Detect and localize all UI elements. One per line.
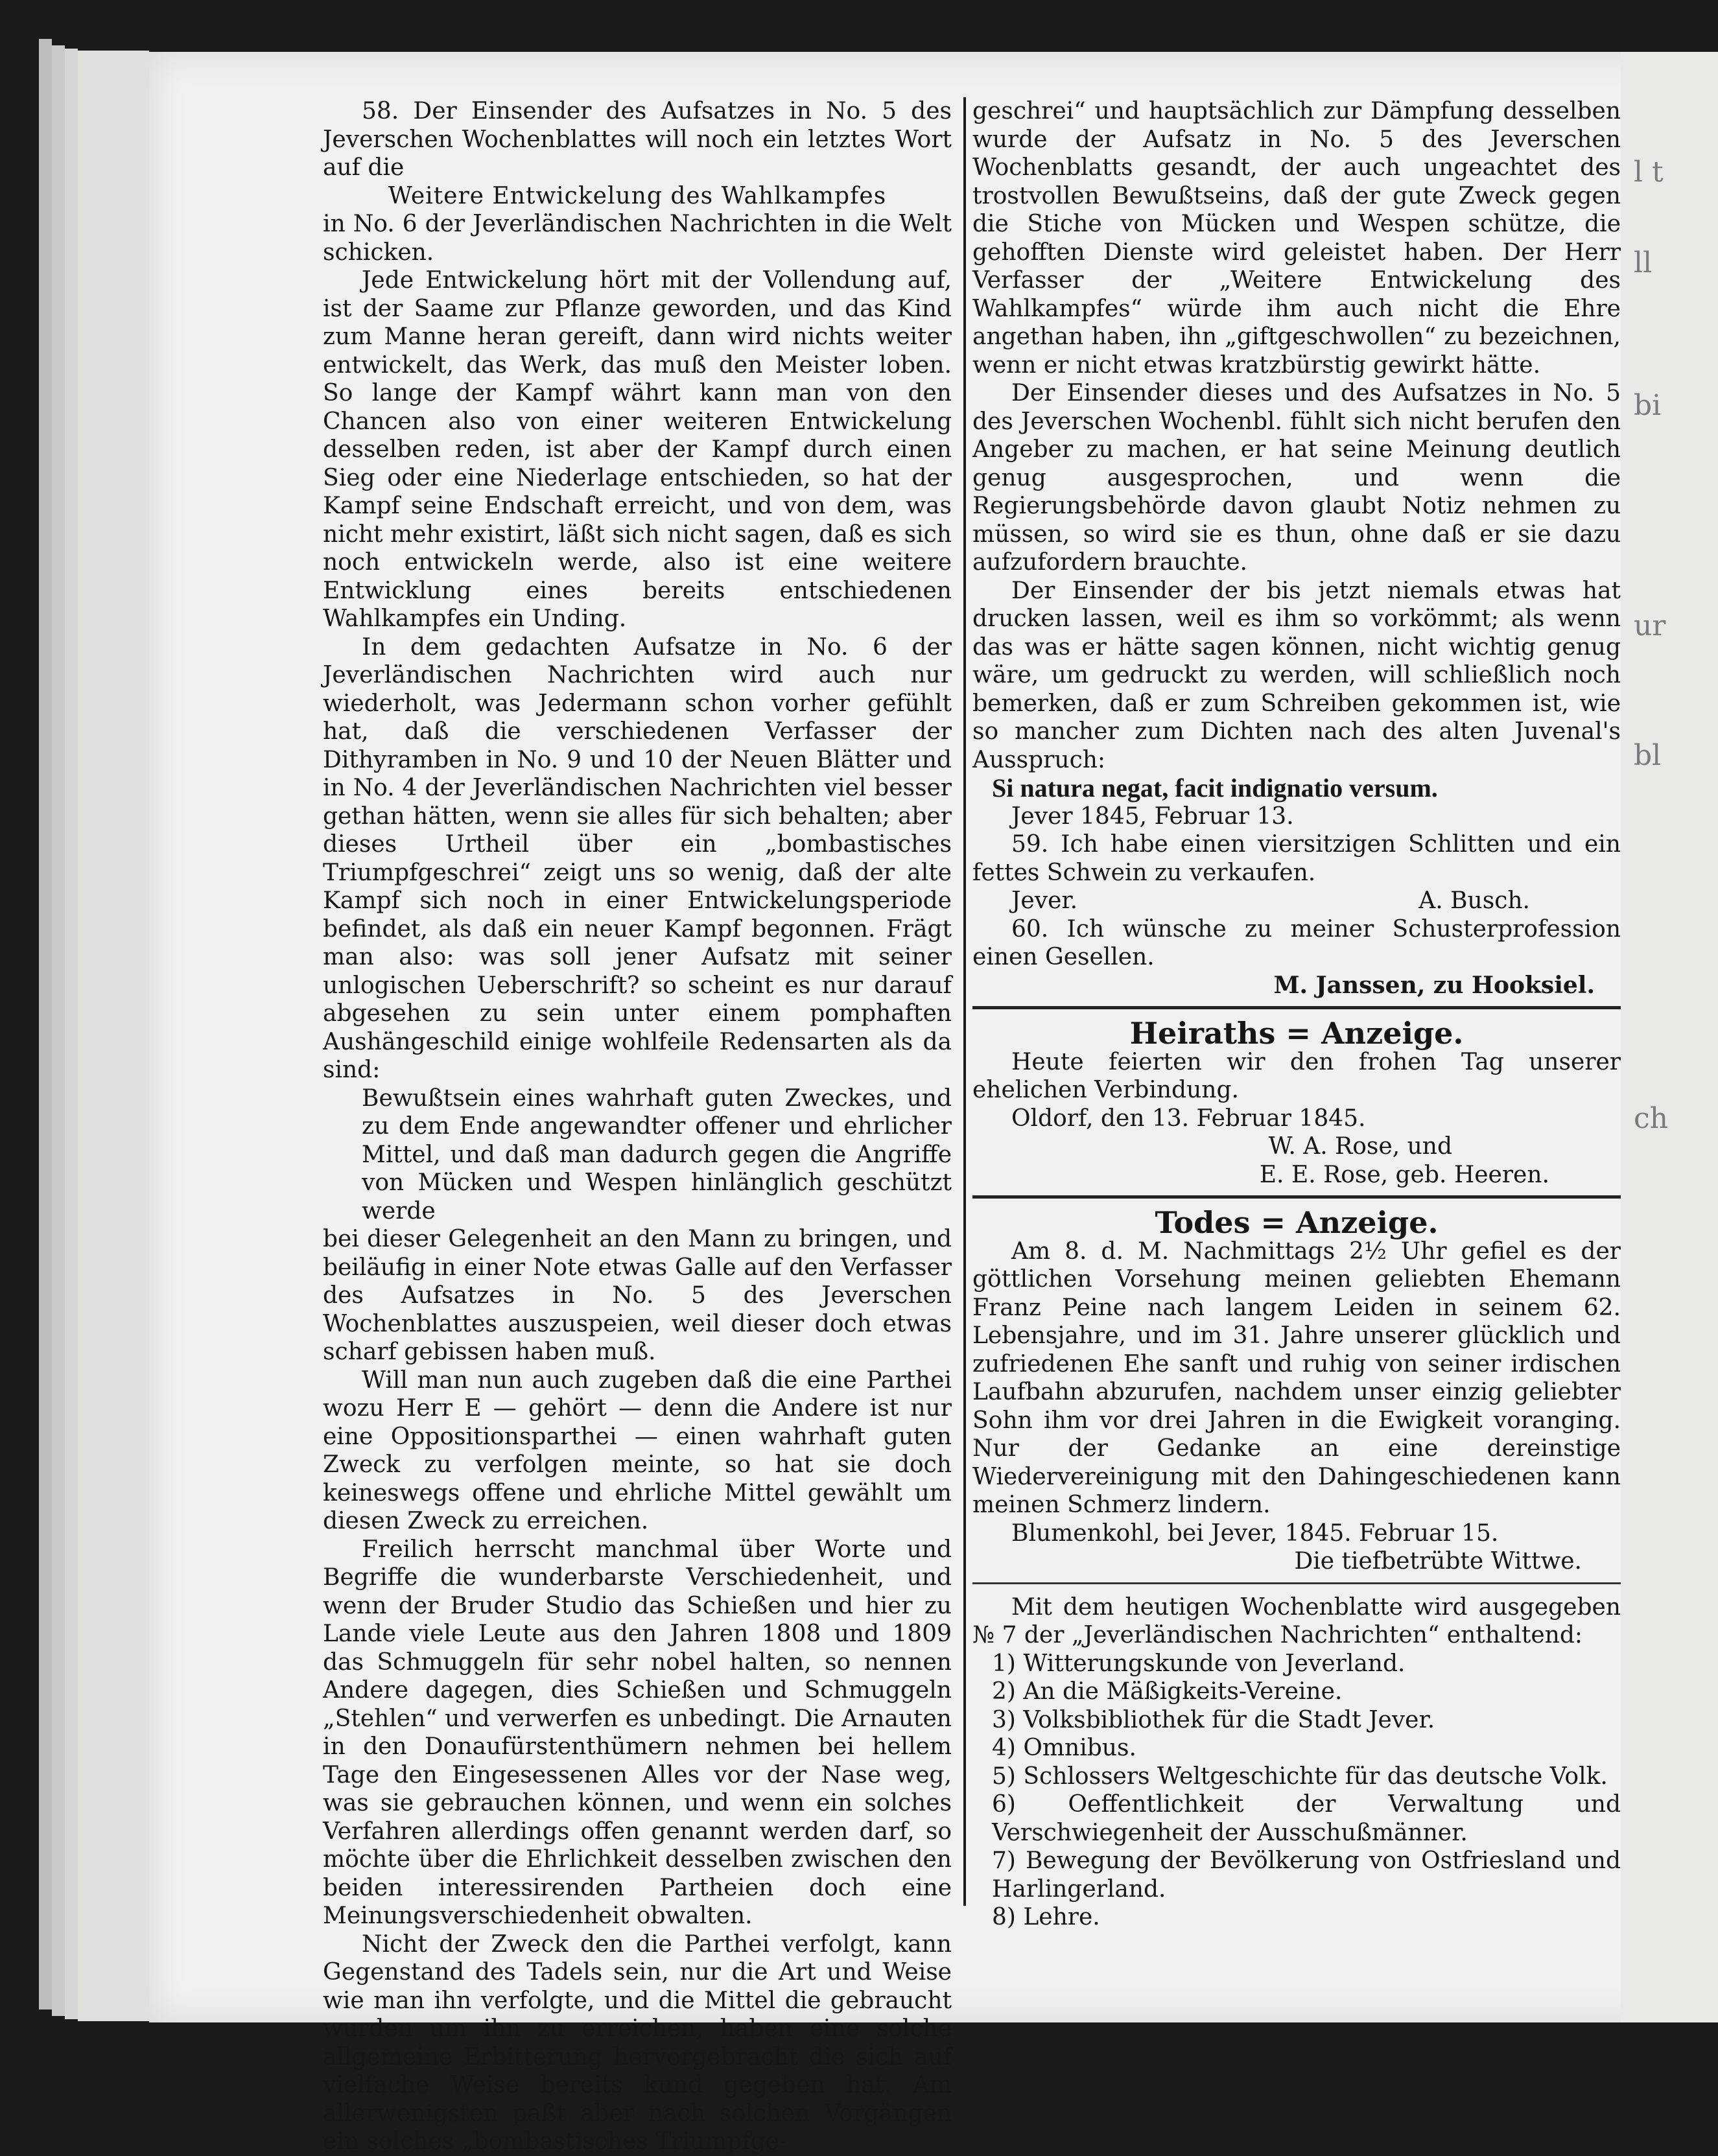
- marriage-date: Oldorf, den 13. Februar 1845.: [1011, 1105, 1366, 1132]
- section-rule: [972, 1582, 1621, 1584]
- article-paragraph: Der Einsender dieses und des Aufsatzes in No. 5 des Jeverschen Wochenbl. fühlt sich nicht berufen den Angeber zu machen, er hat seine Meinung deutlich genug ausgesprochen, und wenn die Regierungsbehörde davon glaubt Notiz nehmen zu müssen, so wird sie es thun, ohne daß er sie dazu aufzufordern brauchte.: [972, 380, 1621, 576]
- section-rule: [972, 1195, 1621, 1199]
- list-item: 2) An die Mäßigkeits-Vereine.: [992, 1678, 1343, 1705]
- page-edge: [52, 45, 65, 2016]
- article-58-intro-cont: in No. 6 der Jeverländischen Nachrichten in die Welt schicken.: [323, 211, 952, 266]
- ad-60: 60. Ich wünsche zu meiner Schusterprofession einen Gesellen.: [972, 915, 1621, 970]
- list-item: 3) Volksbibliothek für die Stadt Jever.: [992, 1706, 1435, 1733]
- latin-quote: Si natura negat, facit indignatio versum.: [992, 773, 1438, 803]
- list-item: 7) Bewegung der Bevölkerung von Ostfriesland und Harlingerland.: [992, 1847, 1621, 1903]
- article-paragraph: Nicht der Zweck den die Parthei verfolgt, kann Gegenstand des Tadels sein, nur die Art und Weise wie man ihn verfolgte, und die Mittel die gebraucht wurden um ihn zu erreichen, haben eine solche allgemeine Erbitterung hervorgebracht die sich auf vielfache Weise bereits kund gegeben hat. Am allerwenigsten paßt aber nach solchen Vorgängen ein solches „bombastisches Triumpfge-: [323, 1930, 952, 2155]
- death-heading: Todes = Anzeige.: [1155, 1205, 1439, 1240]
- notice-list: [972, 1650, 1621, 1932]
- page-edge: [39, 39, 52, 2010]
- marriage-heading: Heiraths = Anzeige.: [1129, 1016, 1464, 1051]
- ad-59-place: Jever.: [1011, 887, 1078, 914]
- ad-60-name: M. Janssen, zu Hooksiel.: [1273, 971, 1595, 999]
- list-item: 5) Schlossers Weltgeschichte für das deutsche Volk.: [992, 1763, 1608, 1790]
- list-item: 4) Omnibus.: [992, 1735, 1136, 1761]
- marriage-signature: W. A. Rose, und: [1268, 1133, 1452, 1160]
- left-column: [323, 97, 952, 2156]
- article-paragraph: bei dieser Gelegenheit an den Mann zu bringen, und beiläufig in einer Note etwas Galle auf den Verfasser des Aufsatzes in No. 5 des Jeverschen Wochenblattes auszuspeien, weil dieser doch etwas scharf gebissen haben muß.: [323, 1226, 952, 1365]
- ad-59-name: A. Busch.: [1418, 887, 1530, 914]
- column-divider: [963, 97, 966, 1906]
- list-item: 8) Lehre.: [992, 1904, 1100, 1930]
- list-item: 6) Oeffentlichkeit der Verwaltung und Verschwiegenheit der Ausschußmänner.: [992, 1791, 1621, 1846]
- quoted-title: Weitere Entwickelung des Wahlkampfes: [388, 182, 887, 209]
- article-paragraph: In dem gedachten Aufsatze in No. 6 der Jeverländischen Nachrichten wird auch nur wiederholt, was Jedermann schon vorher gefühlt hat, daß die verschiedenen Verfasser der Dithyramben in No. 9 und 10 der Neuen Blätter und in No. 4 der Jeverländischen Nachrichten viel besser gethan hätten, wenn sie alles für sich behalten; aber dieses Urtheil über ein „bombastisches Triumpfgeschrei“ zeigt uns so wenig, daß der alte Kampf sich noch in einer Entwickelungsperiode befindet, als daß ein neuer Kampf begonnen. Frägt man also: was soll jener Aufsatz mit seiner unlogischen Ueberschrift? so scheint es nur darauf abgesehen zu sein unter einem pomphaften Aushängeschild einige wohlfeile Redensarten als da sind:: [323, 633, 952, 1083]
- article-58-intro: 58. Der Einsender des Aufsatzes in No. 5 des Jeverschen Wochenblattes will noch ein letztes Wort auf die: [323, 98, 952, 181]
- death-signature: Die tiefbetrübte Wittwe.: [1294, 1548, 1582, 1575]
- notice-intro: Mit dem heutigen Wochenblatte wird ausgegeben № 7 der „Jeverländischen Nachrichten“ enthaltend:: [972, 1593, 1621, 1648]
- article-paragraph: Der Einsender der bis jetzt niemals etwas hat drucken lassen, weil es ihm so vorkömmt; als wenn das was er hätte sagen können, nicht wichtig genug wäre, um gedruckt zu werden, will schließlich noch bemerken, daß er zum Schreiben gekommen ist, wie so mancher zum Dichten nach des alten Juvenal's Ausspruch:: [972, 577, 1621, 773]
- article-quote: Bewußtsein eines wahrhaft guten Zweckes, und zu dem Ende angewandter offener und ehrlicher Mittel, und daß man dadurch gegen die Angriffe von Mücken und Wespen hinlänglich geschützt werde: [362, 1084, 952, 1224]
- article-paragraph: Will man nun auch zugeben daß die eine Parthei wozu Herr E — gehört — denn die Andere ist nur eine Oppositionsparthei — einen wahrhaft guten Zweck zu verfolgen meinte, so hat sie doch keineswegs offene und ehrliche Mittel gewählt um diesen Zweck zu erreichen.: [323, 1366, 952, 1534]
- section-rule: [972, 1006, 1621, 1009]
- list-item: 1) Witterungskunde von Jeverland.: [992, 1650, 1406, 1677]
- marriage-signature: E. E. Rose, geb. Heeren.: [1259, 1161, 1549, 1188]
- ad-59-footer: [972, 887, 1621, 915]
- death-text: Am 8. d. M. Nachmittags 2½ Uhr gefiel es der göttlichen Vorsehung meinen geliebten Ehemann Franz Peine nach langem Leiden in seinem 62. Lebensjahre, und im 31. Jahre unserer glücklich und zufriedenen Ehe sanft und ruhig von seiner irdischen Laufbahn abzurufen, nachdem unser einzig geliebter Sohn ihm vor drei Jahren in die Ewigkeit voranging. Nur der Gedanke an eine dereinstige Wiedervereinigung mit den Dahingeschiedenen kann meinen Schmerz lindern.: [972, 1237, 1621, 1518]
- article-paragraph: Jede Entwickelung hört mit der Vollendung auf, ist der Saame zur Pflanze geworden, und das Kind zum Manne heran gereift, dann wird nichts weiter entwickelt, das Werk, das muß den Meister loben. So lange der Kampf währt kann man von den Chancen also von einer weiteren Entwickelung desselben reden, ist aber der Kampf durch einen Sieg oder eine Niederlage entschieden, so hat der Kampf seine Endschaft erreicht, und von dem, was nicht mehr existirt, läßt sich nicht sagen, daß es sich noch entwickeln werde, also ist eine weitere Entwicklung eines bereits entschiedenen Wahlkampfes ein Unding.: [323, 267, 952, 632]
- article-paragraph: geschrei“ und hauptsächlich zur Dämpfung desselben wurde der Aufsatz in No. 5 des Jeverschen Wochenblatts gesandt, der auch ungeachtet des trostvollen Bewußtseins, daß der gute Zweck gegen die Stiche von Mücken und Wespen schütze, die gehofften Dienste wird geleistet haben. Der Herr Verfasser der „Weitere Entwickelung des Wahlkampfes“ würde ihm auch nicht die Ehre angethan haben, ihn „giftgeschwollen“ zu bezeichnen, wenn er nicht etwas kratzbürstig gewirkt hätte.: [972, 98, 1621, 379]
- page-edge: [65, 49, 78, 2019]
- marriage-text: Heute feierten wir den frohen Tag unserer ehelichen Verbindung.: [972, 1048, 1621, 1103]
- page-edge: [78, 51, 149, 2021]
- ad-59: 59. Ich habe einen viersitzigen Schlitten und ein fettes Schwein zu verkaufen.: [972, 831, 1621, 886]
- facing-page-bleed: l t ll bi ur bl ch: [1621, 52, 1718, 2022]
- dateline: Jever 1845, Februar 13.: [1011, 803, 1294, 830]
- death-date: Blumenkohl, bei Jever, 1845. Februar 15.: [1011, 1519, 1499, 1547]
- article-paragraph: Freilich herrscht manchmal über Worte und Begriffe die wunderbarste Verschiedenheit, und wenn der Bruder Studio das Schießen und hier zu Lande viele Leute aus den Jahren 1808 und 1809 das Schmuggeln für sehr nobel halten, so nennen Andere dagegen, dies Schießen und Schmuggeln „Stehlen“ und verwerfen es unbedingt. Die Arnauten in den Donaufürstenthümern nehmen bei hellem Tage den Eingesessenen Alles vor der Nase weg, was sie gebrauchen können, und wenn ein solches Verfahren allerdings offen genannt werden darf, so möchte über die Ehrlichkeit desselben zwischen den beiden interessirenden Partheien doch eine Meinungsverschiedenheit obwalten.: [323, 1536, 952, 1929]
- right-column: [972, 97, 1621, 1932]
